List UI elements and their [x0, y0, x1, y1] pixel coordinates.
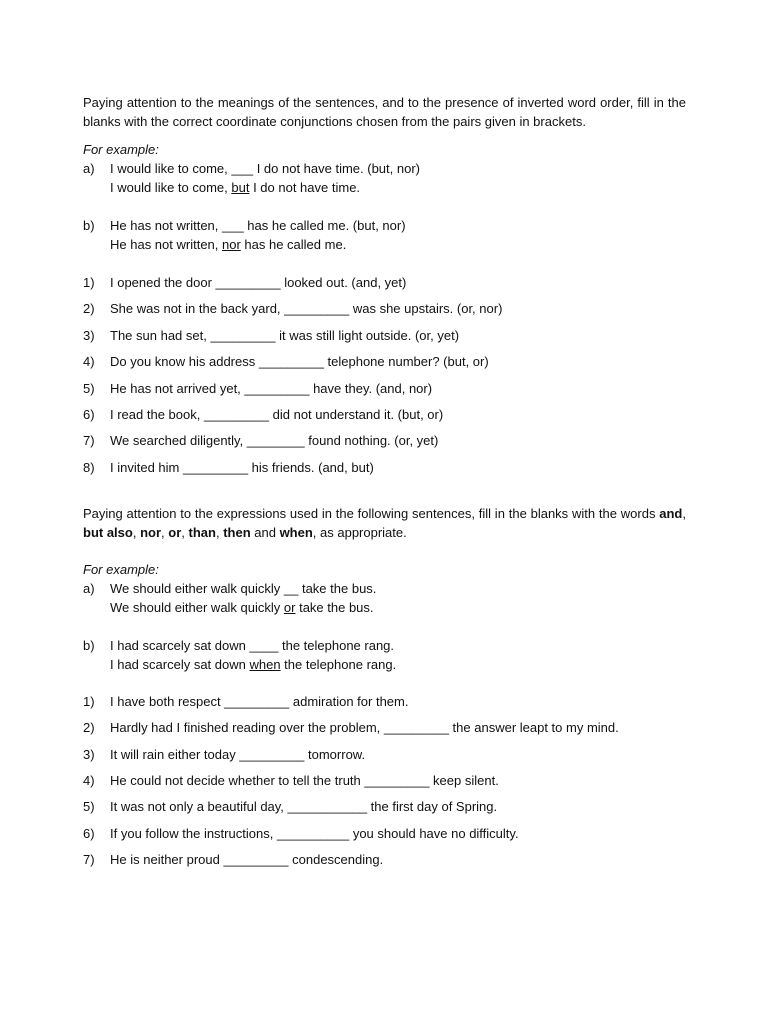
item-number: 6): [83, 406, 95, 422]
section1-example-label: For example:: [83, 142, 159, 157]
exercise-item: [83, 797, 686, 816]
section2-example-b: [83, 636, 686, 674]
item-text: Hardly had I finished reading over the problem, _________ the answer leapt to my mind.: [110, 720, 619, 736]
example-marker: b): [83, 218, 95, 233]
exercise-item: [83, 692, 686, 711]
item-text: It was not only a beautiful day, ___________ the first day of Spring.: [110, 799, 498, 815]
word-option: when: [279, 524, 313, 540]
example-marker: a): [83, 161, 95, 176]
word-option: or: [168, 524, 182, 540]
section2-example-label: For example:: [83, 561, 159, 577]
example-answer: [110, 235, 406, 254]
item-number: 2): [83, 720, 95, 736]
section1-exercise-list: [83, 273, 686, 477]
word-option: than: [188, 524, 216, 540]
exercise-item: [83, 352, 686, 371]
exercise-item: [83, 431, 686, 450]
item-number: 3): [83, 327, 95, 343]
answer-word: but: [231, 180, 250, 195]
separator: ,: [682, 505, 686, 521]
item-text: I invited him _________ his friends. (and, but): [110, 459, 374, 475]
item-number: 1): [83, 693, 95, 709]
item-text: The sun had set, _________ it was still light outside. (or, yet): [110, 327, 460, 343]
example-question: I had scarcely sat down ____ the telephone rang.: [110, 637, 395, 653]
item-number: 6): [83, 825, 95, 841]
answer-text-before: I had scarcely sat down: [110, 656, 250, 672]
item-text: I read the book, _________ did not understand it. (but, or): [110, 406, 444, 422]
item-text: We searched diligently, ________ found nothing. (or, yet): [110, 433, 439, 449]
section1-instruction: Paying attention to the meanings of the sentences, and to the presence of inverted word order, fill in the blanks with the correct coordinate conjunctions chosen from the pairs given in brackets.: [83, 95, 686, 129]
section2-instruction: [83, 504, 686, 542]
item-text: He is neither proud _________ condescending.: [110, 852, 384, 868]
instruction-text: , as appropriate.: [312, 524, 407, 540]
exercise-item: [83, 405, 686, 424]
exercise-item: [83, 273, 686, 292]
item-number: 2): [83, 301, 95, 317]
item-text: Do you know his address _________ telephone number? (but, or): [110, 354, 489, 370]
item-text: If you follow the instructions, __________ you should have no difficulty.: [110, 825, 519, 841]
separator: ,: [215, 524, 224, 540]
example-marker: a): [83, 580, 95, 596]
answer-word: nor: [222, 237, 241, 252]
answer-word: when: [249, 656, 281, 672]
item-number: 5): [83, 380, 95, 396]
exercise-item: [83, 850, 686, 869]
item-text: I opened the door _________ looked out. (and, yet): [110, 275, 407, 290]
worksheet-page: [83, 93, 686, 876]
item-text: She was not in the back yard, _________ was she upstairs. (or, nor): [110, 301, 503, 317]
section2-exercise-list: [83, 692, 686, 869]
exercise-item: [83, 771, 686, 790]
item-number: 4): [83, 354, 95, 370]
item-number: 4): [83, 772, 95, 788]
answer-text-after: I do not have time.: [249, 180, 361, 195]
section2-example-a: [83, 579, 686, 617]
item-text: I have both respect _________ admiration for them.: [110, 693, 409, 709]
item-number: 7): [83, 852, 95, 868]
answer-text-after: has he called me.: [240, 237, 347, 252]
example-answer: [110, 655, 396, 674]
section1-example-b: [83, 216, 686, 254]
example-question: He has not written, ___ has he called me. (but, nor): [110, 218, 406, 233]
item-text: He has not arrived yet, _________ have they. (and, nor): [110, 380, 433, 396]
separator: ,: [132, 524, 141, 540]
item-text: It will rain either today _________ tomorrow.: [110, 746, 366, 762]
item-text: He could not decide whether to tell the truth _________ keep silent.: [110, 772, 499, 788]
separator: ,: [181, 524, 189, 540]
example-question: I would like to come, ___ I do not have time. (but, nor): [110, 161, 420, 176]
item-number: 7): [83, 433, 95, 449]
section1-example-a: [83, 159, 686, 197]
answer-text-before: I would like to come,: [110, 180, 232, 195]
word-option: then: [223, 524, 251, 540]
exercise-item: [83, 326, 686, 345]
exercise-item: [83, 458, 686, 477]
exercise-item: [83, 379, 686, 398]
answer-text-after: take the bus.: [295, 599, 374, 615]
exercise-item: [83, 718, 686, 737]
item-number: 3): [83, 746, 95, 762]
answer-text-after: the telephone rang.: [280, 656, 397, 672]
separator: ,: [161, 524, 169, 540]
instruction-text: Paying attention to the expressions used in the following sentences, fill in the blanks with the words: [83, 505, 660, 521]
example-marker: b): [83, 637, 95, 653]
word-option: but also: [83, 524, 133, 540]
exercise-item: [83, 745, 686, 764]
answer-text-before: We should either walk quickly: [110, 599, 284, 615]
item-number: 1): [83, 275, 95, 290]
item-number: 5): [83, 799, 95, 815]
answer-word: or: [283, 599, 296, 615]
item-number: 8): [83, 459, 95, 475]
word-option: nor: [140, 524, 162, 540]
exercise-item: [83, 824, 686, 843]
example-answer: [110, 598, 376, 617]
answer-text-before: He has not written,: [110, 237, 222, 252]
separator: and: [250, 524, 280, 540]
example-question: We should either walk quickly __ take the bus.: [110, 580, 377, 596]
word-option: and: [659, 505, 683, 521]
exercise-item: [83, 299, 686, 318]
example-answer: [110, 178, 420, 197]
